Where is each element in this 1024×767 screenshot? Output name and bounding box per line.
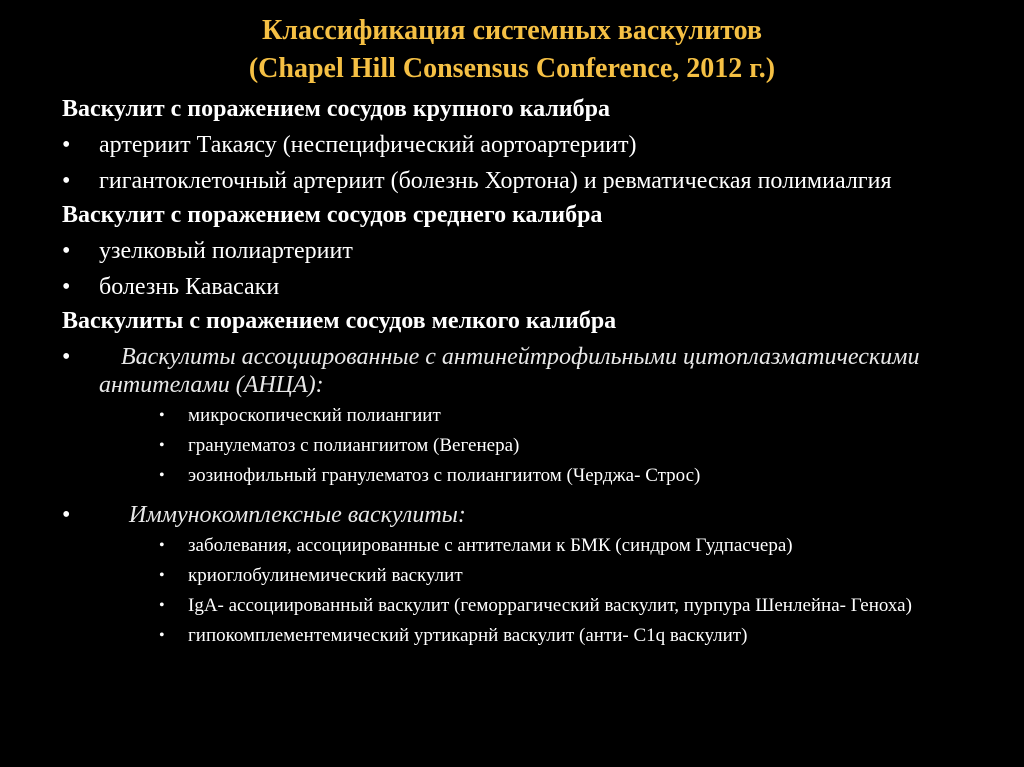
list-item: [62, 131, 1002, 159]
bullet: •: [62, 344, 71, 370]
bullet: •: [62, 168, 71, 194]
list-item-text: болезнь Кавасаки: [99, 274, 280, 300]
heading-small-vessels: Васкулиты с поражением сосудов мелкого калибра: [62, 308, 617, 334]
list-item-text: артериит Такаясу (неспецифический аортоартериит): [99, 132, 637, 158]
sub-bullet: •: [159, 537, 165, 554]
title-line-1: Классификация системных васкулитов: [261, 15, 763, 46]
sub-list-item-text: микроскопический полиангиит: [188, 405, 441, 426]
list-item: [62, 237, 1002, 265]
sub-bullet: •: [159, 597, 165, 614]
heading-large-vessels: Васкулит с поражением сосудов крупного калибра: [62, 96, 610, 122]
bullet: •: [62, 132, 71, 158]
bullet: •: [62, 238, 71, 264]
heading-medium-vessels: Васкулит с поражением сосудов среднего калибра: [62, 202, 603, 228]
list-item-text: гигантоклеточный артериит (болезнь Хортона) и ревматическая полимиалгия: [99, 168, 892, 194]
sub-list-item: [62, 565, 1002, 587]
sub-list-item-text: гранулематоз с полиангиитом (Вегенера): [188, 435, 520, 456]
slide-title: [0, 12, 1024, 88]
title-line-2: (Chapel Hill Consensus Conference, 2012 г.): [248, 53, 776, 84]
sub-list-item: [62, 625, 1002, 647]
sub-bullet: •: [159, 627, 165, 644]
sub-bullet: •: [159, 467, 165, 484]
sub-list-item-text: гипокомплементемический уртикарнй васкулит (анти- C1q васкулит): [188, 625, 748, 646]
sub-bullet: •: [159, 437, 165, 454]
list-item: [62, 273, 1002, 301]
list-item: [62, 167, 1002, 195]
list-item-text: Иммунокомплексные васкулиты:: [129, 502, 466, 528]
slide-content: [62, 93, 1002, 647]
list-item-text: Васкулиты ассоциированные с антинейтрофильными цитоплазматическими антителами (АНЦА):: [99, 344, 920, 398]
sub-list-item-text: эозинофильный гранулематоз с полиангиитом (Черджа- Строс): [188, 465, 701, 486]
sub-list-item: [62, 405, 1002, 427]
sub-list-item: [62, 465, 1002, 487]
sub-list-item: [62, 435, 1002, 457]
immune-group-label: [62, 501, 1002, 529]
sub-bullet: •: [159, 407, 165, 424]
sub-list-item: [62, 595, 988, 617]
sub-list-item: [62, 535, 1002, 557]
sub-list-item-text: IgA- ассоциированный васкулит (геморрагический васкулит, пурпура Шенлейна- Геноха): [188, 595, 912, 616]
sub-bullet: •: [159, 567, 165, 584]
list-item-text: узелковый полиартериит: [99, 238, 353, 264]
anca-group-label: [62, 343, 1002, 399]
bullet: •: [62, 274, 71, 300]
bullet: •: [62, 502, 71, 528]
sub-list-item-text: заболевания, ассоциированные с антителами к БМК (синдром Гудпасчера): [188, 535, 793, 556]
sub-list-item-text: криоглобулинемический васкулит: [188, 565, 463, 586]
